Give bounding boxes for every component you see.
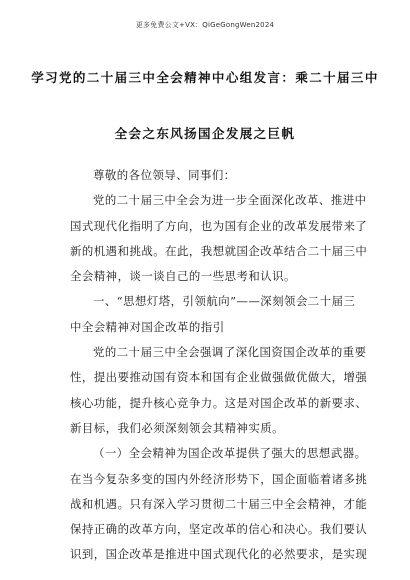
body-line: 战和机遇。只有深入学习贯彻二十届三中全会精神，才能 [70,496,368,511]
section-heading: 中全会精神对国企改革的指引 [70,319,225,334]
body-line: 国式现代化指明了方向，也为国有企业的改革发展带来了 [70,218,368,233]
body-line: 全会精神，谈一谈自己的一些思考和认识。 [70,269,296,284]
body-line: 核心功能，提升核心竞争力。这是对国企改革的新要求、 [70,395,368,410]
body-line: 性，提出要推动国有资本和国有企业做强做优做大，增强 [70,370,368,385]
body-line: 党的二十届三中全会强调了深化国资国企改革的重要 [93,345,367,360]
body-line: 保持正确的改革方向，坚定改革的信心和决心。我们要认 [70,522,368,537]
subsection-heading: （一）全会精神为国企改革提供了强大的思想武器。 [93,446,367,461]
body-line: 新目标，我们必须深刻领会其精神实质。 [70,420,285,435]
salutation: 尊敬的各位领导、同事们： [93,168,236,182]
body-line: 新的机遇和挑战。在此，我想就国企改革结合二十届三中 [70,243,368,258]
section-heading: 一、“思想灯塔，引领航向”——深刻领会二十届三 [93,294,356,309]
document-body [70,163,368,568]
document-title-line-2: 全会之东风扬国企发展之巨帆 [114,126,296,141]
body-line: 识到，国企改革是推进中国式现代化的必然要求，是实现 [70,547,368,562]
body-line: 党的二十届三中全会为进一步全面深化改革、推进中 [93,193,367,208]
document-title-line-1: 学习党的二十届三中全会精神中心组发言：乘二十届三中 [31,70,379,85]
header-note: 更多免费公文+VX：QiGeGongWen2024 [135,21,275,29]
body-line: 在当今复杂多变的国内外经济形势下，国企面临着诸多挑 [70,471,368,486]
